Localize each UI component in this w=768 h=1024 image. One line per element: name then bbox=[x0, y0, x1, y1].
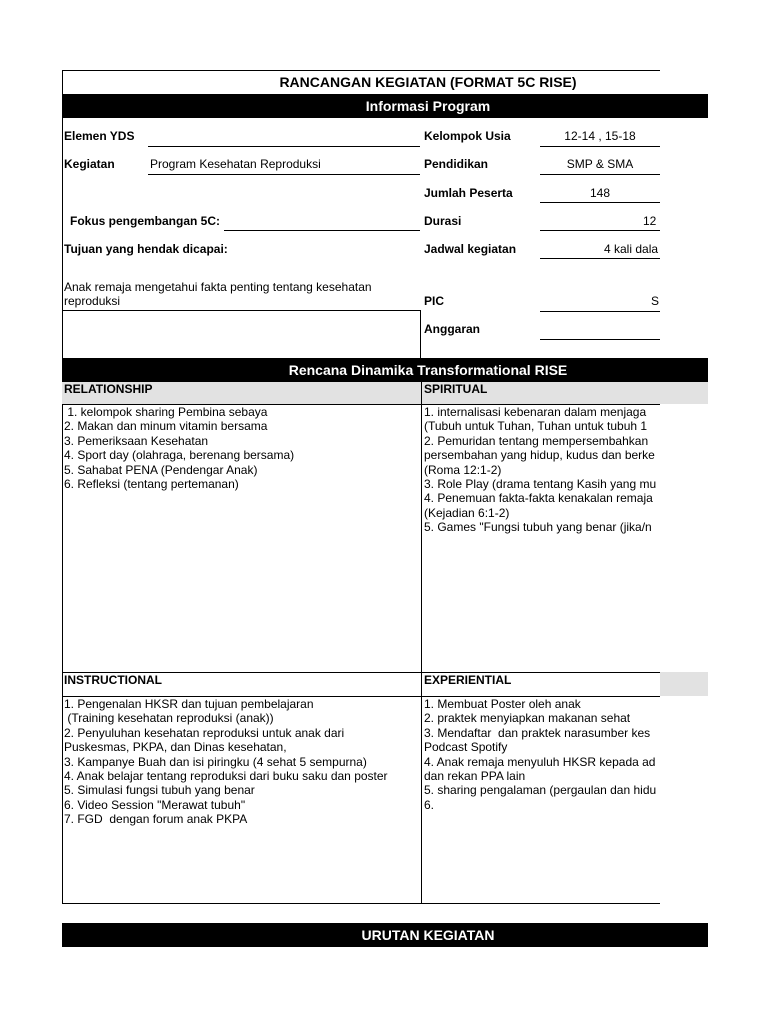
field-underline-anggaran bbox=[540, 339, 660, 340]
list-item: 1. Pengenalan HKSR dan tujuan pembelajaran bbox=[64, 697, 314, 711]
label-kegiatan: Kegiatan bbox=[64, 157, 115, 171]
list-item: persembahan yang hidup, kudus dan berke bbox=[424, 448, 655, 463]
section-bar-urutan-kegiatan bbox=[62, 923, 708, 947]
field-underline-kegiatan bbox=[148, 174, 420, 175]
list-item: 1. Membuat Poster oleh anak bbox=[424, 697, 581, 711]
list-item: 3. Mendaftar dan praktek narasumber kes bbox=[424, 725, 651, 740]
label-kelompok-usia: Kelompok Usia bbox=[424, 129, 511, 143]
form-top-border bbox=[62, 70, 660, 71]
column-header-instructional: INSTRUCTIONAL bbox=[64, 673, 162, 687]
column-header-relationship: RELATIONSHIP bbox=[64, 382, 153, 396]
list-item: 3. Role Play (drama tentang Kasih yang mu bbox=[424, 476, 657, 491]
list-item: (Kejadian 6:1-2) bbox=[424, 505, 510, 520]
label-durasi: Durasi bbox=[424, 214, 462, 228]
column-header-row bbox=[62, 382, 708, 404]
list-item: 4. Anak remaja menyuluh HKSR kepada ad bbox=[424, 754, 656, 769]
field-underline-durasi bbox=[540, 230, 660, 231]
value-tujuan: Anak remaja mengetahui fakta penting tentang kesehatan reproduksi bbox=[64, 280, 372, 309]
field-underline-kelompok-usia bbox=[540, 146, 660, 147]
label-elemen-yds: Elemen YDS bbox=[64, 129, 135, 143]
section-title-urutan-kegiatan: URUTAN KEGIATAN bbox=[361, 927, 495, 943]
field-underline-jumlah-peserta bbox=[540, 202, 660, 203]
list-item: 2. Makan dan minum vitamin bersama bbox=[64, 419, 268, 434]
value-durasi: 12 bbox=[643, 214, 657, 228]
list-item: 2. praktek menyiapkan makanan sehat bbox=[424, 711, 631, 726]
list-item: (Roma 12:1-2) bbox=[424, 462, 502, 477]
table-column-divider bbox=[421, 382, 422, 903]
value-jumlah-peserta: 148 bbox=[589, 186, 611, 200]
column-header-fill bbox=[660, 672, 708, 696]
column-header-spiritual: SPIRITUAL bbox=[424, 382, 488, 396]
field-underline-pendidikan bbox=[540, 174, 660, 175]
value-kegiatan: Program Kesehatan Reproduksi bbox=[150, 157, 321, 171]
value-pic: S bbox=[651, 294, 660, 308]
label-anggaran: Anggaran bbox=[424, 322, 481, 336]
label-fokus-pengembangan: Fokus pengembangan 5C: bbox=[70, 214, 221, 228]
list-item: 2. Penyuluhan kesehatan reproduksi untuk anak dari bbox=[64, 725, 345, 740]
list-item: 6. bbox=[424, 797, 435, 812]
label-jadwal-kegiatan: Jadwal kegiatan bbox=[424, 242, 517, 256]
list-item: 1. kelompok sharing Pembina sebaya bbox=[64, 405, 268, 419]
list-item: 5. Sahabat PENA (Pendengar Anak) bbox=[64, 462, 258, 477]
field-underline-elemen-yds bbox=[148, 146, 420, 147]
relationship-list bbox=[64, 405, 420, 671]
experiential-list bbox=[424, 697, 660, 902]
instructional-list bbox=[64, 697, 420, 902]
label-pendidikan: Pendidikan bbox=[424, 157, 489, 171]
list-item: 7. FGD dengan forum anak PKPA bbox=[64, 812, 248, 827]
list-item: 3. Kampanye Buah dan isi piringku (4 sehat 5 sempurna) bbox=[64, 754, 367, 769]
field-underline-jadwal bbox=[540, 258, 660, 259]
value-jadwal-kegiatan: 4 kali dala bbox=[604, 242, 659, 256]
value-pendidikan: SMP & SMA bbox=[566, 157, 634, 171]
section-title-informasi-program: Informasi Program bbox=[365, 98, 491, 114]
column-header-experiential: EXPERIENTIAL bbox=[424, 673, 512, 687]
table-bottom-border bbox=[62, 903, 660, 904]
list-item: 5. sharing pengalaman (pergaulan dan hidu bbox=[424, 783, 657, 798]
value-kelompok-usia: 12-14 , 15-18 bbox=[564, 129, 636, 143]
tujuan-box-border bbox=[62, 310, 420, 311]
list-item: (Tubuh untuk Tuhan, Tuhan untuk tubuh 1 bbox=[424, 419, 648, 434]
section-bar-rencana-dinamika bbox=[62, 358, 708, 382]
form-left-border bbox=[62, 70, 63, 904]
field-underline-fokus bbox=[224, 230, 420, 231]
field-underline-pic bbox=[540, 311, 660, 312]
section-title-rencana-dinamika: Rencana Dinamika Transformational RISE bbox=[288, 362, 568, 378]
list-item: 6. Video Session "Merawat tubuh" bbox=[64, 797, 246, 812]
label-jumlah-peserta: Jumlah Peserta bbox=[424, 186, 513, 200]
list-item: 1. internalisasi kebenaran dalam menjaga bbox=[424, 405, 647, 419]
list-item: 4. Anak belajar tentang reproduksi dari buku saku dan poster bbox=[64, 768, 388, 783]
list-item: 4. Penemuan fakta-fakta kenakalan remaja bbox=[424, 491, 653, 506]
list-item: (Training kesehatan reproduksi (anak)) bbox=[64, 711, 274, 726]
list-item: 5. Simulasi fungsi tubuh yang benar bbox=[64, 783, 255, 798]
list-item: 4. Sport day (olahraga, berenang bersama) bbox=[64, 448, 295, 463]
list-item: 2. Pemuridan tentang mempersembahkan bbox=[424, 433, 649, 448]
list-item: Puskesmas, PKPA, dan Dinas kesehatan, bbox=[64, 740, 287, 755]
list-item: 3. Pemeriksaan Kesehatan bbox=[64, 433, 209, 448]
spiritual-list bbox=[424, 405, 660, 671]
list-item: dan rekan PPA lain bbox=[424, 768, 526, 783]
list-item: 5. Games "Fungsi tubuh yang benar (jika/n bbox=[424, 520, 652, 535]
label-tujuan: Tujuan yang hendak dicapai: bbox=[64, 242, 228, 256]
list-item: 6. Refleksi (tentang pertemanan) bbox=[64, 476, 239, 491]
list-item: Podcast Spotify bbox=[424, 740, 508, 755]
tujuan-box-right-border bbox=[420, 310, 421, 358]
section-bar-informasi-program bbox=[62, 94, 708, 118]
label-pic: PIC bbox=[424, 294, 445, 308]
document-title: RANCANGAN KEGIATAN (FORMAT 5C RISE) bbox=[279, 74, 577, 90]
